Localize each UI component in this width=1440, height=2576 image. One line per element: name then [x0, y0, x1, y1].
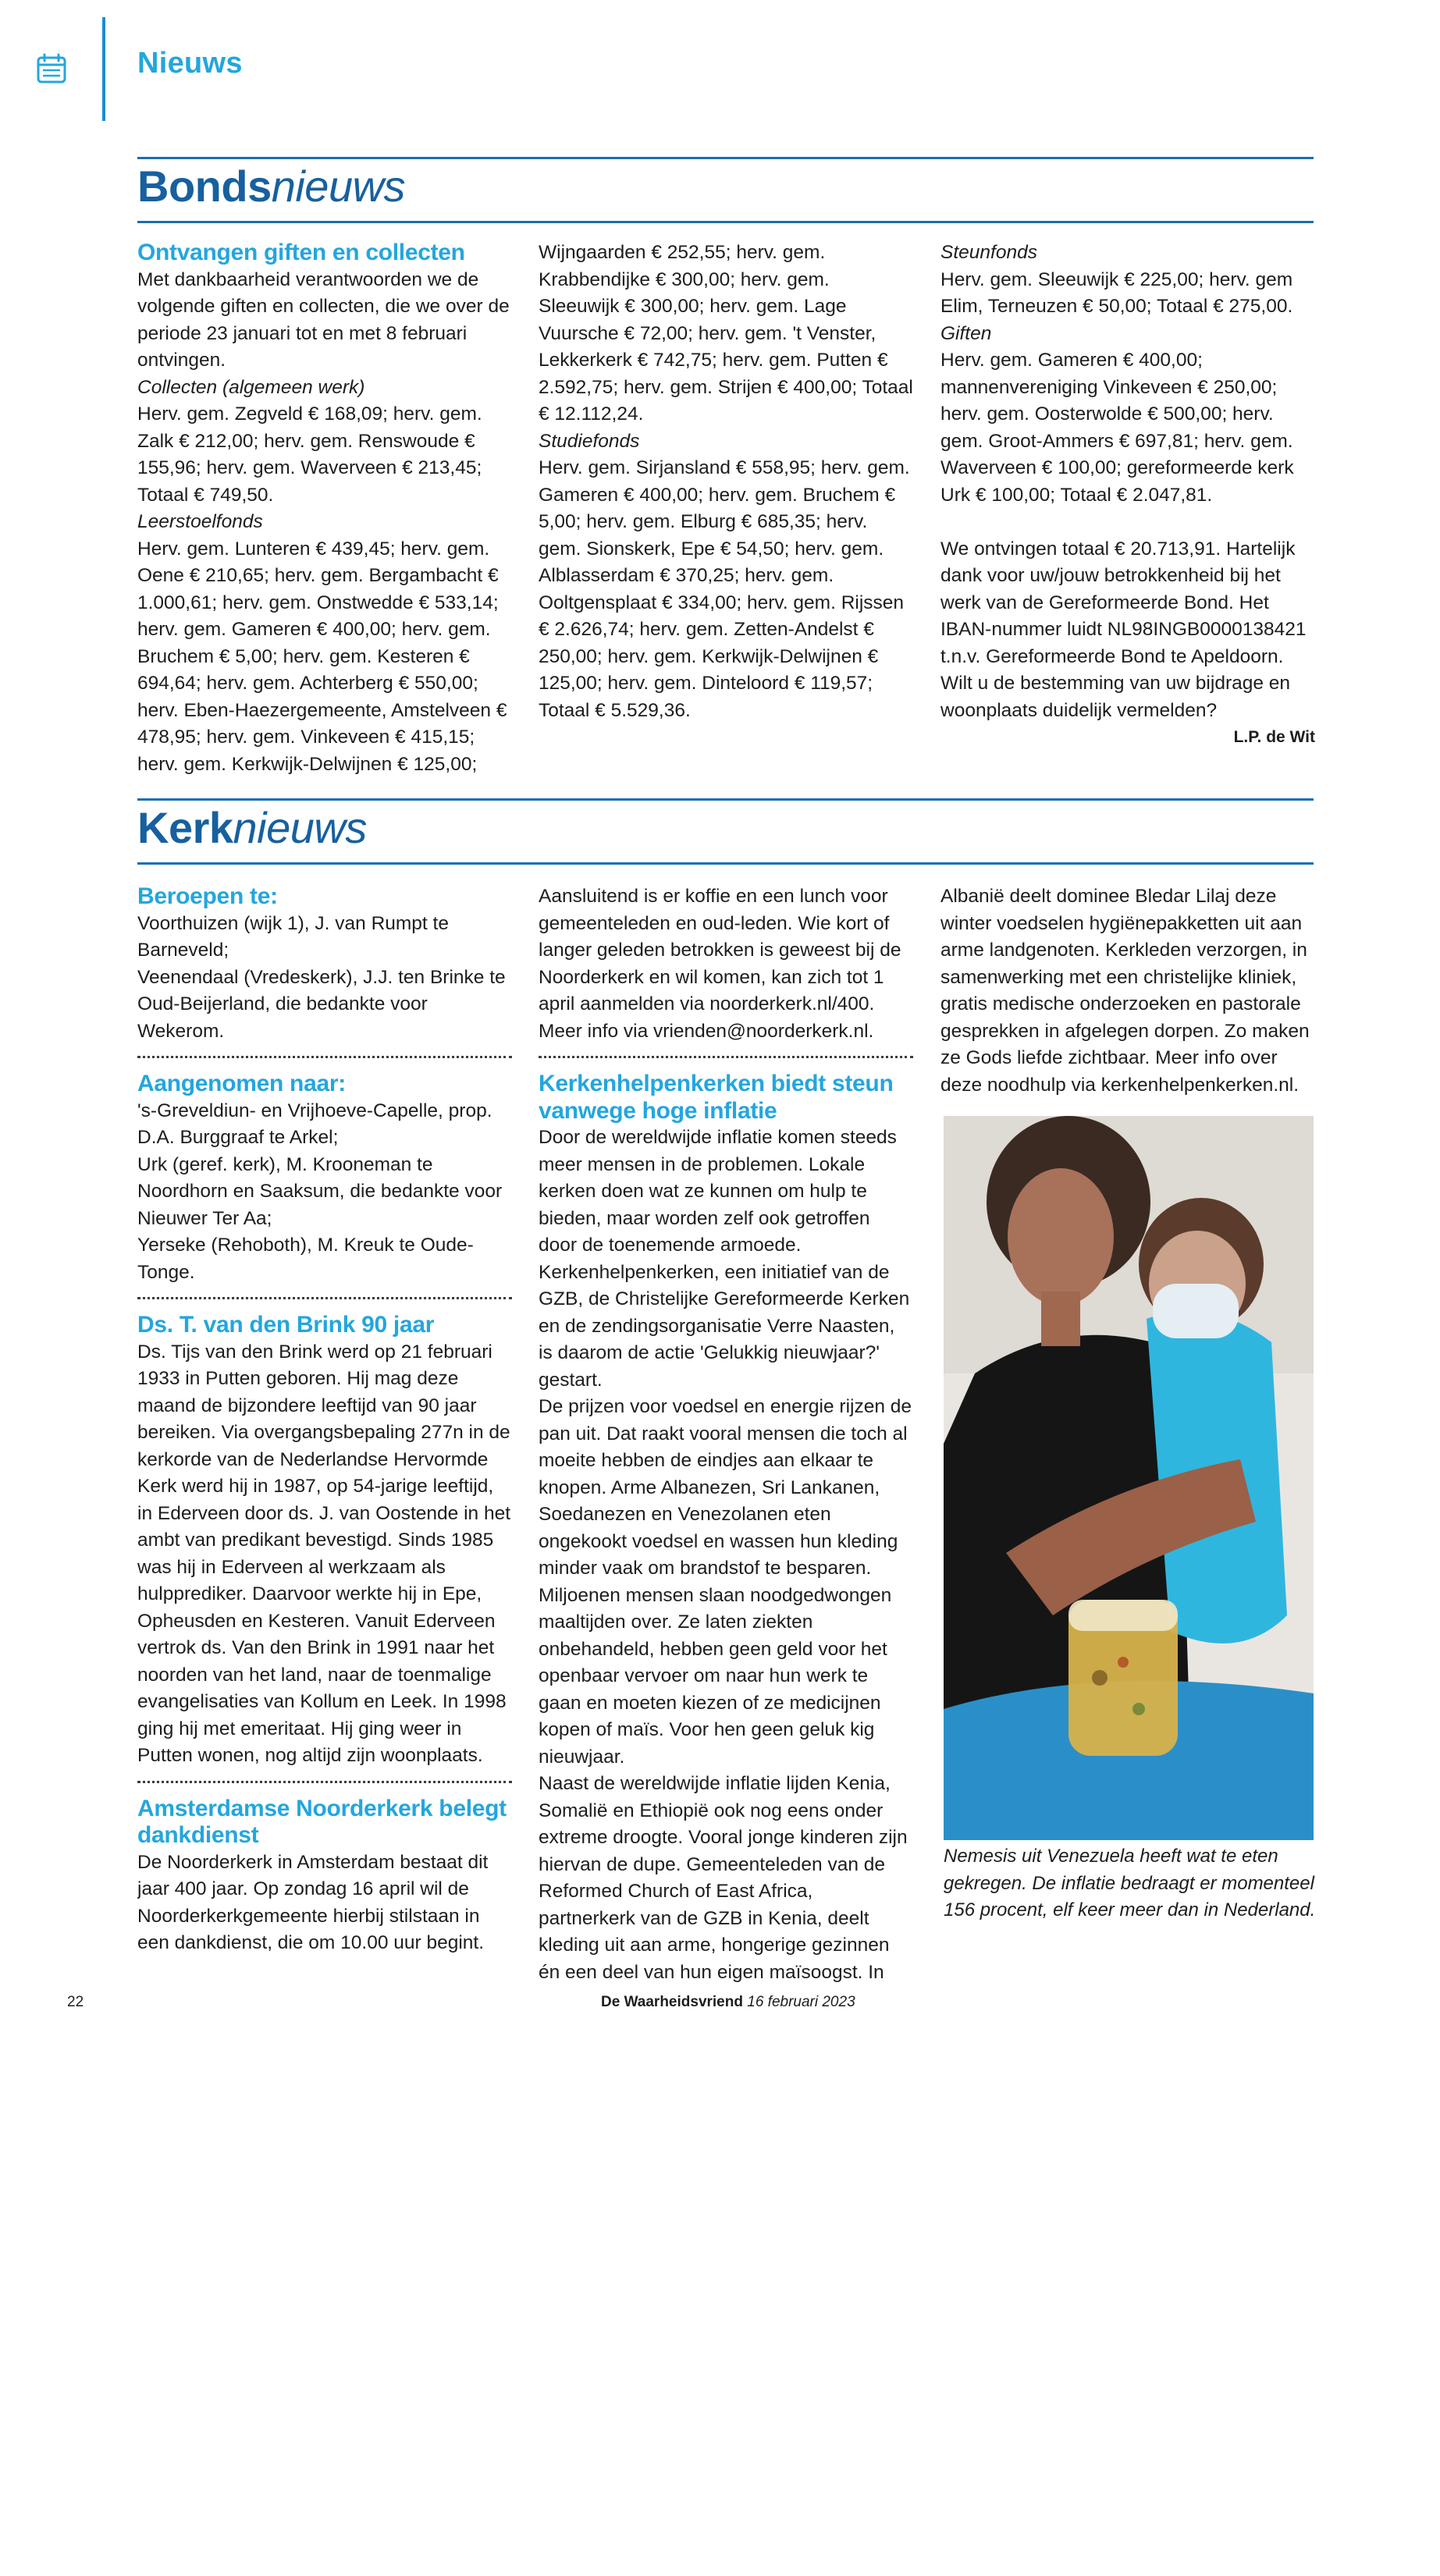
- noorderkerk-text: De Noorderkerk in Amsterdam bestaat dit jaar 400 jaar. Op zondag 16 april wil de Noorderkerkgemeente hierbij stilstaan in een dankdienst, die om 10.00 uur begint.: [137, 1851, 489, 1953]
- leerstoel-text: Herv. gem. Lunteren € 439,45; herv. gem. Oene € 210,65; herv. gem. Bergambacht € 1.000,61; herv. gem. Onstwedde € 533,14; herv. gem. Gameren € 400,00; herv. gem. Bruchem € 5,00; herv. gem. Kesteren € 694,64; herv. gem. Achterberg € 550,00; herv. Eben-Haezergemeente, Amstelveen € 478,95; herv. gem. Vinkeveen € 415,15; herv. gem. Kerkwijk-Delwijnen € 125,00;: [137, 538, 507, 775]
- steun-label: Steunfonds: [940, 242, 1037, 263]
- bonds-title: Bondsnieuws: [137, 162, 406, 211]
- kerk-bottom-rule: [137, 862, 1314, 865]
- signature: L.P. de Wit: [1233, 728, 1315, 746]
- kerkenhelpen-p3: Naast de wereldwijde inflatie lijden Kenia, Somalië en Ethiopië ook nog eens onder extreme droogte. Vooral jonge kinderen zijn hiervan de dupe. Gemeenteleden van de Reformed Church of East Africa, partnerkerk van de GZB in Kenia, deelt kleding uit aan arme, hongerige gezinnen én een deel van hun eigen maïsoogst. In: [539, 1773, 908, 1983]
- header-rule: [102, 17, 105, 121]
- bonds-column-3-flow: [940, 240, 1315, 751]
- noorderkerk-wrap: [137, 1796, 512, 2576]
- noorderkerk-text-cont: Aansluitend is er koffie en een lunch voor gemeenteleden en oud-leden. Wie kort of langer geleden betrokken is geweest bij de Noorderkerk en wil komen, kan zich tot 1 april aanmelden via noorderkerk.nl/400. Meer info via vrienden@noorderkerk.nl.: [539, 886, 901, 1042]
- studie-label: Studiefonds: [539, 430, 640, 452]
- giften-label: Giften: [940, 322, 992, 344]
- noorderkerk-cont-clip: [539, 883, 913, 1045]
- noorderkerk-heading: Amsterdamse Noorderkerk belegt dankdienst: [137, 1795, 507, 1848]
- aangenomen-line-1: 's-Greveldiun- en Vrijhoeve-Capelle, prop. D.A. Burggraaf te Arkel;: [137, 1100, 492, 1148]
- collecten-label: Collecten (algemeen werk): [137, 376, 365, 398]
- aangenomen-heading: Aangenomen naar:: [137, 1071, 346, 1096]
- kerk-title: Kerknieuws: [137, 803, 367, 852]
- footer-date: 16 februari 2023: [747, 1994, 855, 2010]
- bonds-bottom-rule: [137, 221, 1314, 223]
- kerk-column-1: [137, 883, 512, 2576]
- kerkenhelpen-heading: Kerkenhelpenkerken biedt steun vanwege hoge inflatie: [539, 1071, 894, 1124]
- giften-closing: We ontvingen totaal € 20.713,91. Hartelijk dank voor uw/jouw betrokkenheid bij het werk van de Gereformeerde Bond. Het IBAN-nummer luidt NL98INGB0000138421 t.n.v. Gereformeerde Bond te Apeldoorn. Wilt u de bestemming van uw bijdrage en woonplaats duidelijk vermelden?: [940, 538, 1307, 721]
- kerkenhelpen-p3-clip: [539, 1771, 913, 1986]
- calendar-icon: [36, 53, 67, 84]
- photo-illustration: [944, 1116, 1314, 1840]
- kerk-top-rule: [137, 798, 1314, 801]
- bonds-column-3: [940, 240, 1315, 786]
- collecten-text: Herv. gem. Zegveld € 168,09; herv. gem. Zalk € 212,00; herv. gem. Renswoude € 155,96; herv. gem. Waverveen € 213,45; Totaal € 749,50.: [137, 403, 482, 506]
- beroepen-line-2: Veenendaal (Vredeskerk), J.J. ten Brinke te Oud-Beijerland, die bedankte voor Wekerom.: [137, 966, 506, 1042]
- giften-intro: Met dankbaarheid verantwoorden we de volgende giften en collecten, die we over de periode 23 januari tot en met 8 februari ontvingen.: [137, 268, 510, 371]
- footer-magazine: De Waarheidsvriend: [601, 1994, 743, 2010]
- studie-text: Herv. gem. Sirjansland € 558,95; herv. gem. Gameren € 400,00; herv. gem. Bruchem € 5,00; herv. gem. Elburg € 685,35; herv. gem. Sionskerk, Epe € 54,50; herv. gem. Alblasserdam € 370,25; herv. gem. Ooltgensplaat € 334,00; herv. gem. Rijssen € 2.626,74; herv. gem. Zetten-Andelst € 250,00; herv. gem. Kerkwijk-Delwijnen € 125,00; herv. gem. Dinteloord € 119,57; Totaal € 5.529,36.: [539, 457, 910, 721]
- brink-heading: Ds. T. van den Brink 90 jaar: [137, 1312, 435, 1338]
- bonds-column-2: [539, 240, 913, 778]
- kerkenhelpen-p2: De prijzen voor voedsel en energie rijzen de pan uit. Dat raakt vooral mensen die toch al moeite hebben de eindjes aan elkaar te knopen. Arme Albanezen, Sri Lankanen, Soedanezen en Venezolanen eten ongekookt voedsel en wassen hun kleding minder vaak om brandstof te besparen. Miljoenen mensen slaan noodgedwongen maaltijden over. Ze laten ziekten onbehandeld, hebben geen geld voor het openbaar vervoer om naar hun werk te gaan en moeten kiezen of ze medicijnen kopen of maïs. Voor hen geen geluk kig nieuwjaar.: [539, 1396, 912, 1768]
- leerstoel-label: Leerstoelfonds: [137, 511, 263, 532]
- giften-text: Herv. gem. Gameren € 400,00; mannenvereniging Vinkeveen € 250,00; herv. gem. Oosterwolde € 500,00; herv. gem. Groot-Ammers € 697,81; herv. gem. Waverveen € 100,00; gereformeerde kerk Urk € 100,00; Totaal € 2.047,81.: [940, 350, 1294, 506]
- steun-text: Herv. gem. Sleeuwijk € 225,00; herv. gem Elim, Terneuzen € 50,00; Totaal € 275,00.: [940, 268, 1293, 317]
- bonds-column-2-flow: [539, 240, 913, 724]
- photo-mother-and-child: [944, 1116, 1314, 1840]
- footer-publication: [601, 1994, 855, 2011]
- beroepen-line-1: Voorthuizen (wijk 1), J. van Rumpt te Barneveld;: [137, 912, 449, 961]
- section-label: Nieuws: [137, 47, 243, 80]
- dotted-divider: [137, 1297, 512, 1299]
- kerk-column-2: [539, 883, 913, 1986]
- kerk-column-3: [940, 883, 1315, 1102]
- brink-text: Ds. Tijs van den Brink werd op 21 februari 1933 in Putten geboren. Hij mag deze maand de bijzondere leeftijd van 90 jaar bereiken. Via overgangsbepaling 277n in de kerkorde van de Nederlandse Hervormde Kerk werd hij in 1987, op 54-jarige leeftijd, in Ederveen door ds. J. van Oostende in het ambt van predikant bevestigd. Sinds 1985 was hij in Ederveen al werkzaam als hulpprediker. Daarvoor werkte hij in Epe, Opheusden en Kesteren. Vanuit Ederveen vertrok ds. Van den Brink in 1991 naar het noorden van het land, naar de toenmalige evangelisaties van Kollum en Leek. In 1998 ging hij met emeritaat. Hij ging weer in Putten wonen, nog altijd zijn woonplaats.: [137, 1341, 511, 1766]
- bonds-top-rule: [137, 157, 1314, 159]
- noorderkerk-clip: [137, 1849, 512, 1957]
- bonds-column-1: [137, 240, 512, 775]
- page-number: 22: [67, 1994, 84, 2010]
- leerstoel-text-cont: Wijngaarden € 252,55; herv. gem. Krabbendijke € 300,00; herv. gem. Sleeuwijk € 300,00; herv. gem. Lage Vuursche € 72,00; herv. gem. 't Venster, Lekkerkerk € 742,75; herv. gem. Putten € 2.592,75; herv. gem. Strijen € 400,00; Totaal € 12.112,24.: [539, 242, 913, 425]
- aangenomen-line-2: Urk (geref. kerk), M. Krooneman te Noordhorn en Saaksum, die bedankte voor Nieuwer Ter Aa;: [137, 1153, 503, 1229]
- beroepen-heading: Beroepen te:: [137, 883, 278, 909]
- giften-heading: Ontvangen giften en collecten: [137, 240, 465, 265]
- kerkenhelpen-p1: Door de wereldwijde inflatie komen steeds meer mensen in de problemen. Lokale kerken doen wat ze kunnen om hulp te bieden, maar worden zelf ook getroffen door de toenemende armoede. Kerkenhelpenkerken, een initiatief van de GZB, de Christelijke Gereformeerde Kerken en de zendingsorganisatie Verre Naasten, is daarom de actie 'Gelukkig nieuwjaar?' gestart.: [539, 1127, 910, 1391]
- dotted-divider: [137, 1056, 512, 1058]
- dotted-divider: [137, 1781, 512, 1783]
- dotted-divider: [539, 1056, 913, 1058]
- photo-caption: Nemesis uit Venezuela heeft wat te eten gekregen. De inflatie bedraagt er momenteel 156 procent, elf keer meer dan in Nederland.: [944, 1846, 1316, 1920]
- aangenomen-line-3: Yerseke (Rehoboth), M. Kreuk te Oude-Tonge.: [137, 1235, 474, 1283]
- kerkenhelpen-p3-cont: Albanië deelt dominee Bledar Lilaj deze winter voedselen hygiënepakketten uit aan arme landgenoten. Kerkleden verzorgen, in samenwerking met een christelijke kliniek, gratis medische onderzoeken en pastorale gesprekken in afgelegen dorpen. Zo maken ze Gods liefde zichtbaar. Meer info over deze noodhulp via kerkenhelpenkerken.nl.: [940, 886, 1310, 1096]
